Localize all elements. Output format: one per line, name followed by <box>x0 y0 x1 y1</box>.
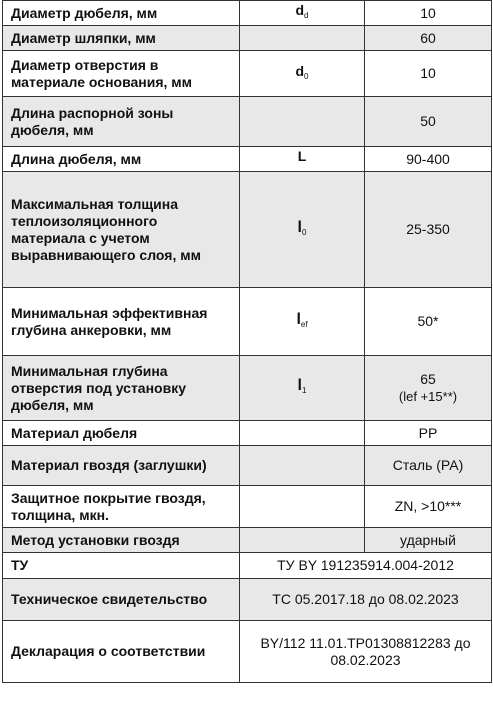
row-label: Техническое свидетельство <box>3 579 240 621</box>
row-value: ТУ BY 191235914.004-2012 <box>240 553 492 579</box>
table-row <box>3 1 492 26</box>
table-row <box>3 26 492 51</box>
row-value <box>365 26 492 51</box>
symbol-subscript: 0 <box>304 71 309 81</box>
table-row <box>3 97 492 147</box>
value-main: 90-400 <box>406 150 450 167</box>
value-main: Сталь (PA) <box>392 457 464 473</box>
row-value <box>365 486 492 528</box>
row-label: Минимальная глубина отверстия под установку дюбеля, мм <box>3 356 240 421</box>
table-row <box>3 356 492 421</box>
value-main: 60 <box>420 29 436 46</box>
row-value <box>365 147 492 172</box>
symbol-subscript: 1 <box>302 386 307 395</box>
row-symbol <box>240 486 365 528</box>
table-row <box>3 147 492 172</box>
table-row <box>3 553 492 579</box>
row-value <box>365 288 492 356</box>
symbol-subscript: ef <box>300 319 308 329</box>
row-symbol <box>240 26 365 51</box>
row-label: Диаметр дюбеля, мм <box>3 1 240 26</box>
row-symbol <box>240 147 365 172</box>
value-main: ZN, >10*** <box>394 498 462 514</box>
row-value <box>365 446 492 486</box>
table-row <box>3 446 492 486</box>
row-label: ТУ <box>3 553 240 579</box>
value-main: ударный <box>400 531 456 548</box>
row-value: BY/112 11.01.ТР01308812283 до 08.02.2023 <box>240 621 492 683</box>
row-symbol <box>240 172 365 288</box>
symbol-main: l <box>296 310 301 328</box>
value-main: 65 <box>420 371 436 387</box>
table-row <box>3 172 492 288</box>
row-label: Максимальная толщина теплоизоляционного материала с учетом выравнивающего слоя, мм <box>3 172 240 288</box>
symbol-main: l <box>297 377 302 394</box>
symbol-main: d <box>295 2 305 18</box>
row-value <box>365 172 492 288</box>
row-label: Длина дюбеля, мм <box>3 147 240 172</box>
row-label: Декларация о соответствии <box>3 621 240 683</box>
value-main: 10 <box>420 65 436 81</box>
symbol-main: l <box>297 218 302 236</box>
table-row <box>3 621 492 683</box>
row-value: ТС 05.2017.18 до 08.02.2023 <box>240 579 492 621</box>
row-label: Защитное покрытие гвоздя, толщина, мкн. <box>3 486 240 528</box>
table-row <box>3 486 492 528</box>
value-main: PP <box>418 424 438 441</box>
table-row <box>3 528 492 553</box>
row-label: Минимальная эффективная глубина анкеровки, мм <box>3 288 240 356</box>
row-value <box>365 356 492 421</box>
row-symbol <box>240 97 365 147</box>
row-symbol <box>240 421 365 446</box>
row-value <box>365 528 492 553</box>
table-row <box>3 288 492 356</box>
row-label: Материал дюбеля <box>3 421 240 446</box>
row-value <box>365 1 492 26</box>
value-main: 50 <box>420 113 436 129</box>
symbol-subscript: d <box>304 11 309 20</box>
table-row <box>3 51 492 97</box>
row-label: Диаметр отверстия в материале основания, мм <box>3 51 240 97</box>
row-label: Длина распорной зоны дюбеля, мм <box>3 97 240 147</box>
row-value <box>365 51 492 97</box>
value-main: 10 <box>420 4 436 21</box>
symbol-subscript: 0 <box>302 227 307 237</box>
spec-table <box>2 0 492 683</box>
row-value <box>365 97 492 147</box>
row-symbol <box>240 356 365 421</box>
symbol-main: L <box>297 148 307 164</box>
row-label: Диаметр шляпки, мм <box>3 26 240 51</box>
row-label: Метод установки гвоздя <box>3 528 240 553</box>
row-symbol <box>240 288 365 356</box>
value-note: (lef +15**) <box>398 389 458 404</box>
value-main: 25-350 <box>406 221 450 237</box>
table-row <box>3 579 492 621</box>
row-symbol <box>240 51 365 97</box>
row-symbol <box>240 528 365 553</box>
spec-table-body <box>3 1 492 683</box>
row-symbol <box>240 446 365 486</box>
symbol-main: d <box>295 62 305 79</box>
row-symbol <box>240 1 365 26</box>
table-row <box>3 421 492 446</box>
row-label: Материал гвоздя (заглушки) <box>3 446 240 486</box>
row-value <box>365 421 492 446</box>
value-main: 50* <box>417 313 439 329</box>
